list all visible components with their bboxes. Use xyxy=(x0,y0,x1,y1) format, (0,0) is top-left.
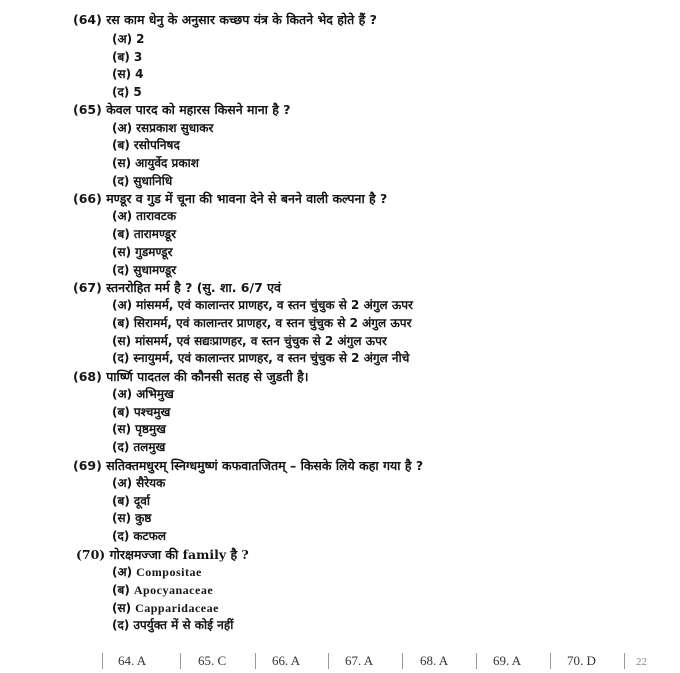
option-69-a xyxy=(112,475,165,492)
option-text: आयुर्वेद प्रकाश xyxy=(135,156,199,170)
option-label: (अ) xyxy=(112,298,133,312)
option-text: उपर्युक्त में से कोई नहीं xyxy=(133,618,234,632)
option-label: (स) xyxy=(112,156,132,170)
option-label: (ब) xyxy=(112,316,130,330)
option-67-c xyxy=(112,333,387,350)
answer-separator xyxy=(550,653,551,669)
question-text: रस काम धेनु के अनुसार कच्छप यंत्र के कितने भेद होते हैं ? xyxy=(106,12,377,27)
option-text: पृष्ठमुख xyxy=(135,422,166,436)
option-text: 3 xyxy=(133,50,143,64)
option-text: Apocyanaceae xyxy=(133,583,214,597)
option-label: (द) xyxy=(112,618,130,632)
question-65 xyxy=(73,101,291,119)
option-text: सुधानिधि xyxy=(133,174,173,188)
option-text: तलमुख xyxy=(133,440,166,454)
option-text: कटफल xyxy=(133,529,166,543)
option-68-c xyxy=(112,421,166,438)
option-text: सिरामर्म, एवं कालान्तर प्राणहर, व स्तन चुंचुक से 2 अंगुल ऊपर xyxy=(133,316,412,330)
option-label: (द) xyxy=(112,85,130,99)
option-66-a xyxy=(112,208,176,225)
question-64 xyxy=(73,11,377,29)
option-label: (ब) xyxy=(112,50,130,64)
option-label: (अ) xyxy=(112,32,133,46)
option-label: (द) xyxy=(112,529,130,543)
option-66-b xyxy=(112,226,176,243)
question-text: गोरक्षमज्जा की family है ? xyxy=(109,547,249,562)
question-67 xyxy=(73,279,281,297)
option-label: (अ) xyxy=(112,565,133,579)
option-label: (स) xyxy=(112,334,132,348)
option-text: Compositae xyxy=(136,565,202,579)
option-label: (ब) xyxy=(112,494,130,508)
option-text: तारामण्डूर xyxy=(133,227,176,241)
option-text: दूर्वा xyxy=(133,494,150,508)
question-70 xyxy=(76,546,249,564)
option-label: (ब) xyxy=(112,405,130,419)
option-text: रसप्रकाश सुधाकर xyxy=(136,121,214,135)
answer-separator xyxy=(402,653,403,669)
question-text: स्तनरोहित मर्म है ? (सु. शा. 6/7 एवं xyxy=(106,280,281,295)
option-66-c xyxy=(112,244,172,261)
option-65-d xyxy=(112,173,172,190)
answer-64: 64. A xyxy=(118,653,147,668)
option-67-d xyxy=(112,350,409,367)
option-text: अभिमुख xyxy=(136,387,174,401)
option-70-a xyxy=(112,564,202,581)
option-70-b xyxy=(112,582,213,599)
option-68-a xyxy=(112,386,174,403)
question-text: पार्ष्णि पादतल की कौनसी सतह से जुडती है। xyxy=(106,369,309,384)
option-text: Capparidaceae xyxy=(135,601,219,615)
option-65-b xyxy=(112,137,180,154)
option-text: स्नायुमर्म, एवं कालान्तर प्राणहर, व स्तन चुंचुक से 2 अंगुल नीचे xyxy=(133,351,410,365)
option-text: सैरेयक xyxy=(136,476,166,490)
question-number: (64) xyxy=(73,12,102,27)
option-64-b xyxy=(112,49,142,66)
question-text: केवल पारद को महारस किसने माना है ? xyxy=(106,102,291,117)
question-number: (69) xyxy=(73,458,102,473)
answer-separator xyxy=(102,653,103,669)
answer-separator xyxy=(624,653,625,669)
question-number: (67) xyxy=(73,280,102,295)
option-label: (ब) xyxy=(112,138,130,152)
option-text: 2 xyxy=(136,32,145,46)
page-number: 22 xyxy=(636,656,647,668)
option-label: (स) xyxy=(112,245,132,259)
answer-key xyxy=(100,651,630,671)
option-70-c xyxy=(112,600,219,617)
option-label: (स) xyxy=(112,422,132,436)
option-text: मांसमर्म, एवं कालान्तर प्राणहर, व स्तन चुंचुक से 2 अंगुल ऊपर xyxy=(136,298,413,312)
option-text: सुधामण्डूर xyxy=(133,263,177,277)
answer-separator xyxy=(180,653,181,669)
answer-separator xyxy=(476,653,477,669)
option-text: रसोपनिषद xyxy=(133,138,180,152)
option-text: 4 xyxy=(135,67,144,81)
option-68-b xyxy=(112,404,170,421)
option-70-d xyxy=(112,617,233,634)
option-67-b xyxy=(112,315,412,332)
option-label: (अ) xyxy=(112,121,133,135)
option-label: (अ) xyxy=(112,209,133,223)
option-64-a xyxy=(112,31,145,48)
answer-69: 69. A xyxy=(493,653,522,668)
option-65-a xyxy=(112,120,213,137)
answer-70: 70. D xyxy=(567,653,596,668)
option-label: (द) xyxy=(112,263,130,277)
option-66-d xyxy=(112,262,176,279)
option-67-a xyxy=(112,297,413,314)
option-label: (द) xyxy=(112,174,130,188)
question-number: (68) xyxy=(73,369,102,384)
answer-66: 66. A xyxy=(272,653,301,668)
option-69-d xyxy=(112,528,166,545)
question-66 xyxy=(73,190,387,208)
answer-67: 67. A xyxy=(345,653,374,668)
option-69-c xyxy=(112,510,151,527)
question-number: (66) xyxy=(73,191,102,206)
option-65-c xyxy=(112,155,199,172)
option-69-b xyxy=(112,493,150,510)
question-number: (65) xyxy=(73,102,102,117)
option-64-c xyxy=(112,66,143,83)
option-label: (स) xyxy=(112,67,132,81)
question-68 xyxy=(73,368,309,386)
answer-separator xyxy=(255,653,256,669)
option-label: (अ) xyxy=(112,387,133,401)
option-text: 5 xyxy=(133,85,142,99)
answer-65: 65. C xyxy=(198,653,227,668)
option-label: (द) xyxy=(112,351,130,365)
answer-separator xyxy=(328,653,329,669)
option-label: (अ) xyxy=(112,476,133,490)
option-text: कुष्ठ xyxy=(135,511,152,525)
question-69 xyxy=(73,457,423,475)
option-label: (ब) xyxy=(112,227,130,241)
answer-68: 68. A xyxy=(420,653,449,668)
option-text: मांसमर्म, एवं सद्यःप्राणहर, व स्तन चुंचुक से 2 अंगुल ऊपर xyxy=(135,334,387,348)
option-text: तारावटक xyxy=(136,209,177,223)
question-number: (70) xyxy=(76,547,106,562)
option-68-d xyxy=(112,439,165,456)
option-label: (द) xyxy=(112,440,130,454)
option-label: (ब) xyxy=(112,583,130,597)
option-label: (स) xyxy=(112,601,132,615)
question-text: सतिक्तमधुरम् स्निग्धमुष्णं कफवातजितम् – किसके लिये कहा गया है ? xyxy=(106,458,424,473)
option-label: (स) xyxy=(112,511,132,525)
option-text: पश्चमुख xyxy=(133,405,171,419)
option-text: गुडमण्डूर xyxy=(135,245,173,259)
question-text: मण्डूर व गुड में चूना की भावना देने से बनने वाली कल्पना है ? xyxy=(106,191,388,206)
option-64-d xyxy=(112,84,142,101)
